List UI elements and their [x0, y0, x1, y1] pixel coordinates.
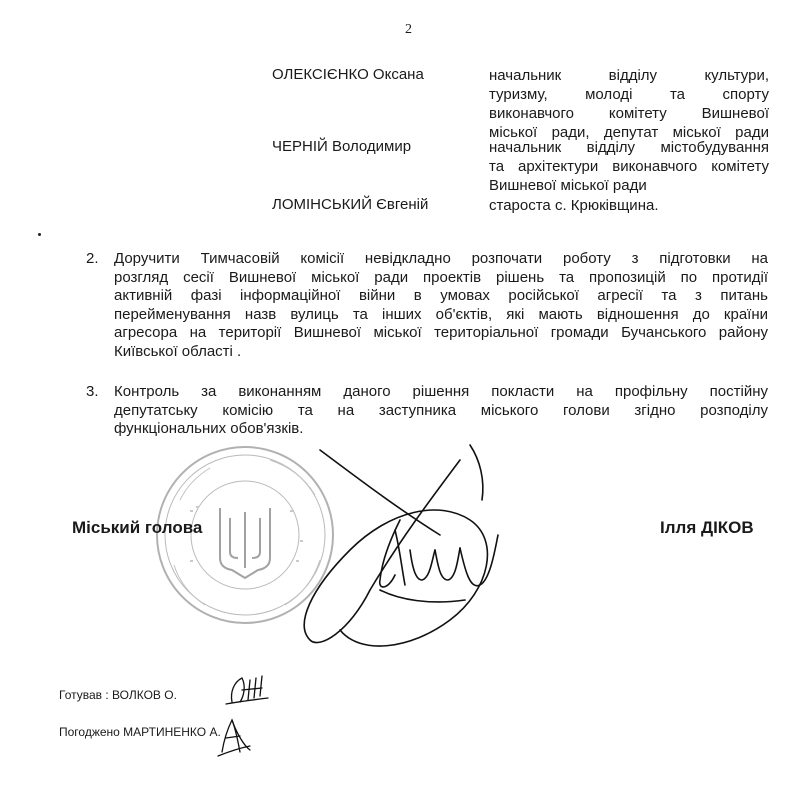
item-line: Київської області .: [114, 342, 242, 360]
trident-emblem-icon: [220, 508, 270, 578]
initials-mark: [214, 712, 254, 758]
position-line: начальник відділу культури,: [489, 67, 769, 84]
member-name: ЛОМІНСЬКИЙ Євгеній: [272, 196, 429, 213]
item-text: [114, 383, 768, 439]
item-line: розгляд сесії Вишневої міської ради проектів рішень та пропозицій по протидії: [114, 268, 768, 286]
position-line: та архітектури виконавчого комітету: [489, 158, 769, 175]
item-line: перейменування назв вулиць та інших об'єктів, які мають відношення до країни: [114, 305, 768, 323]
position-line: виконавчого комітету Вишневої: [489, 105, 769, 122]
member-position: [489, 138, 769, 195]
position-line: міської ради, депутат міської ради: [489, 124, 769, 141]
item-line: Доручити Тимчасовій комісії невідкладно розпочати роботу з підготовки на: [114, 250, 768, 267]
signatory-name: Ілля ДІКОВ: [660, 518, 754, 537]
initials-mark: [222, 672, 272, 708]
item-line: Контроль за виконанням даного рішення покласти на профільну постійну: [114, 383, 768, 400]
position-line: начальник відділу містобудування: [489, 139, 769, 156]
member-position: [489, 66, 769, 142]
position-line: староста с. Крюківщина.: [489, 197, 659, 214]
page-number: 2: [405, 22, 412, 37]
member-name: ЧЕРНІЙ Володимир: [272, 138, 412, 155]
item-line: депутатську комісію та на заступника міського голови згідно розподілу: [114, 401, 768, 419]
item-line: функціональних обов'язків.: [114, 420, 304, 437]
item-number: 3.: [86, 383, 99, 400]
handwritten-signature: [290, 440, 550, 660]
member-name: ОЛЕКСІЄНКО Оксана: [272, 66, 424, 83]
margin-mark: [38, 233, 41, 236]
member-position: [489, 196, 769, 215]
position-line: Вишневої міської ради: [489, 177, 647, 194]
item-line: агресора на території Вишневої міської територіальної громади Бучанського району: [114, 324, 768, 341]
agreed-by: Погоджено МАРТИНЕНКО А.: [59, 725, 221, 739]
prepared-by: Готував : ВОЛКОВ О.: [59, 688, 177, 702]
position-line: туризму, молоді та спорту: [489, 86, 769, 103]
signatory-title: Міський голова: [72, 518, 203, 537]
item-number: 2.: [86, 250, 99, 267]
item-line: активній фазі інформаційної війни в умовах російської агресії та з питань: [114, 287, 768, 304]
item-text: [114, 250, 768, 361]
